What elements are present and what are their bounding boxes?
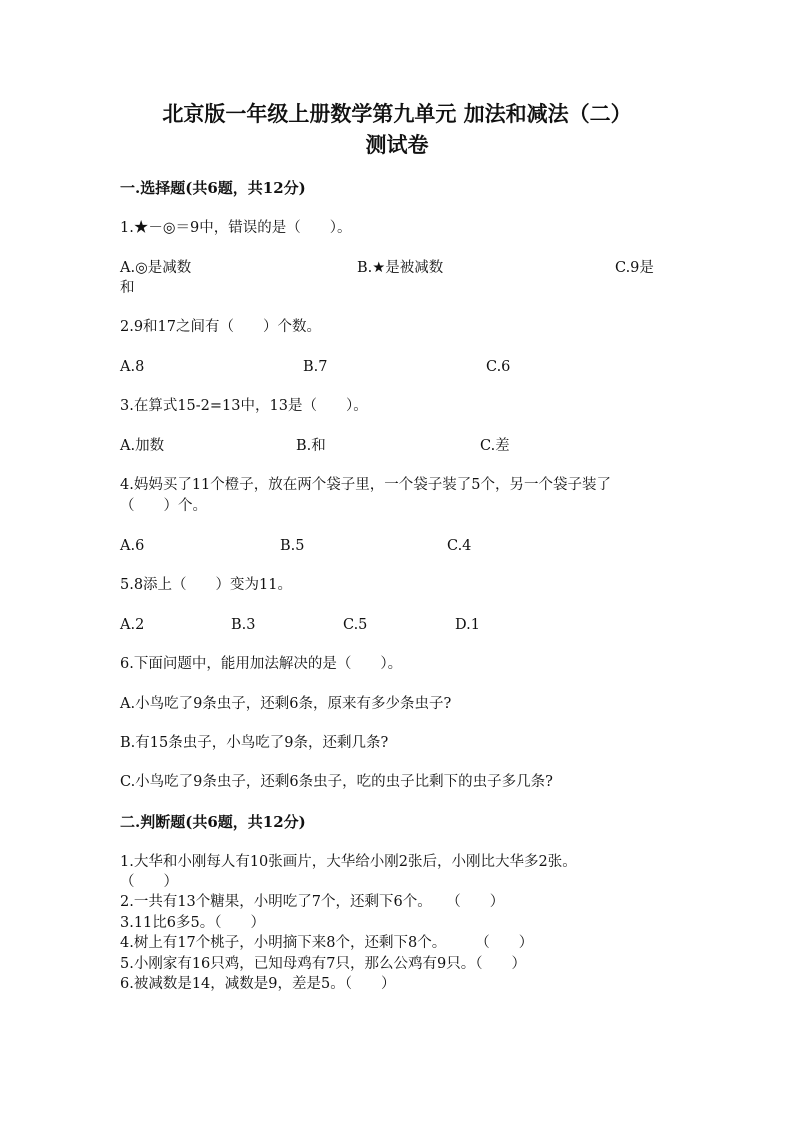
- question-3-option-a: A.加数: [120, 438, 165, 454]
- question-2-stem: 2.9和17之间有（ ）个数。: [120, 319, 322, 335]
- question-3-stem: 3.在算式15-2=13中，13是（ ）。: [120, 398, 368, 414]
- judge-item-2: 2.一共有13个糖果，小明吃了7个，还剩下6个。 （ ）: [120, 894, 505, 910]
- judge-item-1: 1.大华和小刚每人有10张画片，大华给小刚2张后，小刚比大华多2张。: [120, 854, 577, 870]
- question-3-option-c: C.差: [480, 438, 510, 454]
- judge-item-4: 4.树上有17个桃子，小明摘下来8个，还剩下8个。 （ ）: [120, 935, 534, 951]
- section1-heading: 一.选择题(共6题，共12分): [120, 179, 306, 197]
- question-4-stem-line2: （ ）个。: [120, 498, 207, 514]
- question-5-option-a: A.2: [120, 617, 145, 633]
- question-6-option-b: B.有15条虫子，小鸟吃了9条，还剩几条?: [120, 735, 389, 751]
- question-1-stem: 1.★－◎＝9中，错误的是（ ）。: [120, 220, 352, 236]
- question-1-option-b: B.★是被减数: [357, 260, 444, 276]
- section2-heading: 二.判断题(共6题，共12分): [120, 813, 306, 831]
- question-5-option-d: D.1: [455, 617, 480, 633]
- question-2-option-a: A.8: [120, 359, 145, 375]
- question-1-option-c: C.9是: [615, 260, 654, 276]
- page-title-line2: 测试卷: [365, 132, 429, 157]
- judge-item-5: 5.小刚家有16只鸡，已知母鸡有7只，那么公鸡有9只。（ ）: [120, 956, 526, 972]
- judge-item-6: 6.被减数是14，减数是9，差是5。（ ）: [120, 976, 396, 992]
- question-5-option-b: B.3: [231, 617, 256, 633]
- question-1-option-a: A.◎是减数: [120, 260, 192, 276]
- question-4-option-b: B.5: [280, 538, 305, 554]
- question-6-option-a: A.小鸟吃了9条虫子，还剩6条，原来有多少条虫子?: [120, 696, 452, 712]
- question-6-stem: 6.下面问题中，能用加法解决的是（ ）。: [120, 656, 403, 672]
- question-5-option-c: C.5: [343, 617, 368, 633]
- question-5-stem: 5.8添上（ ）变为11。: [120, 577, 293, 593]
- question-6-option-c: C.小鸟吃了9条虫子，还剩6条虫子，吃的虫子比剩下的虫子多几条?: [120, 774, 553, 790]
- question-2-option-c: C.6: [486, 359, 511, 375]
- question-4-option-c: C.4: [447, 538, 472, 554]
- page-title-line1: 北京版一年级上册数学第九单元 加法和减法（二）: [162, 101, 632, 126]
- judge-item-3: 3.11比6多5。（ ）: [120, 915, 265, 931]
- question-2-option-b: B.7: [303, 359, 328, 375]
- question-3-option-b: B.和: [296, 438, 326, 454]
- question-4-stem-line1: 4.妈妈买了11个橙子，放在两个袋子里，一个袋子装了5个，另一个袋子装了: [120, 477, 612, 493]
- question-1-option-c-continued: 和: [120, 280, 135, 296]
- judge-item-1-blank: （ ）: [120, 874, 178, 890]
- question-4-option-a: A.6: [120, 538, 145, 554]
